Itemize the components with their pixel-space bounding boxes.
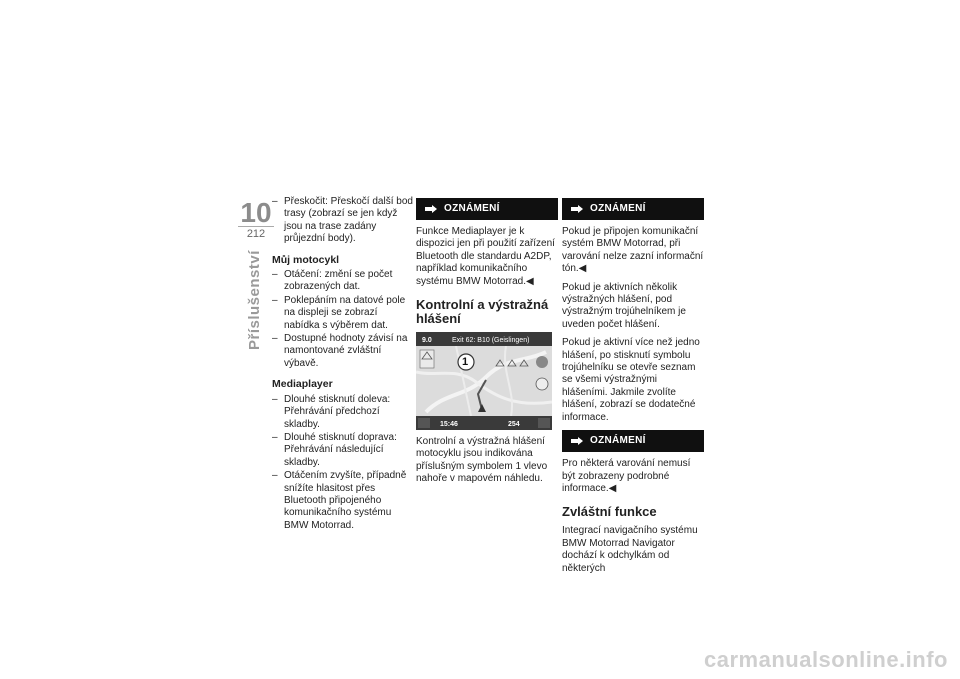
list-item: – Dlouhé stisknutí doprava: Přehrávání následující skladby. bbox=[272, 431, 397, 468]
list-item-text: Přeskočit: Přeskočí další bod trasy (zobrazí se jen když jsou na trase zadány průjezdní body). bbox=[284, 196, 413, 245]
watermark: carmanualsonline.info bbox=[704, 647, 948, 672]
list-item: – Přeskočit: Přeskočí další bod trasy (zobrazí se jen když jsou na trase zadány průjezdní body). bbox=[272, 196, 413, 245]
column-2 bbox=[416, 196, 558, 492]
page-number: 212 bbox=[238, 226, 274, 240]
nav-time: 15:46 bbox=[440, 421, 458, 429]
list-item-text: Otáčením zvyšíte, případně snížíte hlasitost přes Bluetooth připojeného komunikačního systému BMW Motorrad. bbox=[284, 470, 407, 531]
nav-exit: Exit 62: B10 (Geislingen) bbox=[452, 337, 530, 345]
notice-icon bbox=[570, 436, 584, 446]
paragraph: Pokud je aktivní více než jedno hlášení, po stisknutí symbolu trojúhelníku se otevře seznam se všemi výstražnými hlášeními. Jakmile zvolíte hlášení, zobrazí se dodatečné informace. bbox=[562, 337, 700, 423]
column-3 bbox=[562, 196, 704, 581]
nav-distance: 254 bbox=[508, 421, 520, 429]
paragraph: Pokud je aktivních několik výstražných hlášení, pod výstražným trojúhelníkem je uveden počet hlášení. bbox=[562, 281, 686, 330]
notice-label: OZNÁMENÍ bbox=[590, 434, 646, 446]
notice-label: OZNÁMENÍ bbox=[590, 202, 646, 214]
list-item: – Otáčení: změní se počet zobrazených dat. bbox=[272, 269, 393, 293]
notice-icon bbox=[570, 204, 584, 214]
list-item-text: Poklepáním na datové pole na displeji se zobrazí nabídka s výběrem dat. bbox=[284, 294, 406, 331]
heading-kontrolni-hlaseni: Kontrolní a výstražná hlášení bbox=[416, 297, 549, 327]
list-item-text: Dostupné hodnoty závisí na namontované zvláštní výbavě. bbox=[284, 333, 408, 369]
heading-mediaplayer: Mediaplayer bbox=[272, 378, 333, 391]
heading-zvlastni-funkce: Zvláštní funkce bbox=[562, 504, 657, 520]
list-item: – Dlouhé stisknutí doleva: Přehrávání předchozí skladby. bbox=[272, 393, 391, 430]
list-item-text: Dlouhé stisknutí doleva: Přehrávání předchozí skladby. bbox=[284, 393, 391, 430]
navigation-screenshot bbox=[416, 332, 552, 430]
list-item: – Dostupné hodnoty závisí na namontované zvláštní výbavě. bbox=[272, 333, 408, 369]
notice-label: OZNÁMENÍ bbox=[444, 202, 500, 214]
notice-icon bbox=[424, 204, 438, 214]
chapter-number: 10 bbox=[240, 197, 272, 228]
list-item-text: Otáčení: změní se počet zobrazených dat. bbox=[284, 269, 393, 293]
section-label: Příslušenství bbox=[246, 250, 263, 350]
notice-text: Pro některá varování nemusí být zobrazeny podrobné informace.◀ bbox=[562, 458, 691, 494]
notice-box bbox=[562, 430, 704, 452]
paragraph: Integrací navigačního systému BMW Motorrad Navigator dochází k odchylkám od některých bbox=[562, 525, 698, 574]
list-item-text: Dlouhé stisknutí doprava: Přehrávání následující skladby. bbox=[284, 431, 397, 468]
figure-caption: Kontrolní a výstražná hlášení motocyklu jsou indikována příslušným symbolem 1 vlevo nahoře v mapovém náhledu. bbox=[416, 436, 548, 485]
column-1 bbox=[272, 196, 414, 533]
nav-speed: 9.0 bbox=[422, 337, 432, 345]
notice-text: Funkce Mediaplayer je k dispozici jen při použití zařízení Bluetooth dle standardu A2DP, například komunikačního systému BMW Motorrad.◀ bbox=[416, 226, 555, 287]
nav-marker: 1 bbox=[462, 356, 469, 369]
list-item: – Otáčením zvyšíte, případně snížíte hlasitost přes Bluetooth připojeného komunikačního systému BMW Motorrad. bbox=[272, 470, 407, 531]
notice-box bbox=[562, 198, 704, 220]
list-item: – Poklepáním na datové pole na displeji se zobrazí nabídka s výběrem dat. bbox=[272, 294, 406, 331]
notice-box bbox=[416, 198, 558, 220]
heading-muj-motocykl: Můj motocykl bbox=[272, 253, 340, 266]
notice-text: Pokud je připojen komunikační systém BMW Motorrad, při varování nelze zazní informační tón.◀ bbox=[562, 226, 704, 275]
